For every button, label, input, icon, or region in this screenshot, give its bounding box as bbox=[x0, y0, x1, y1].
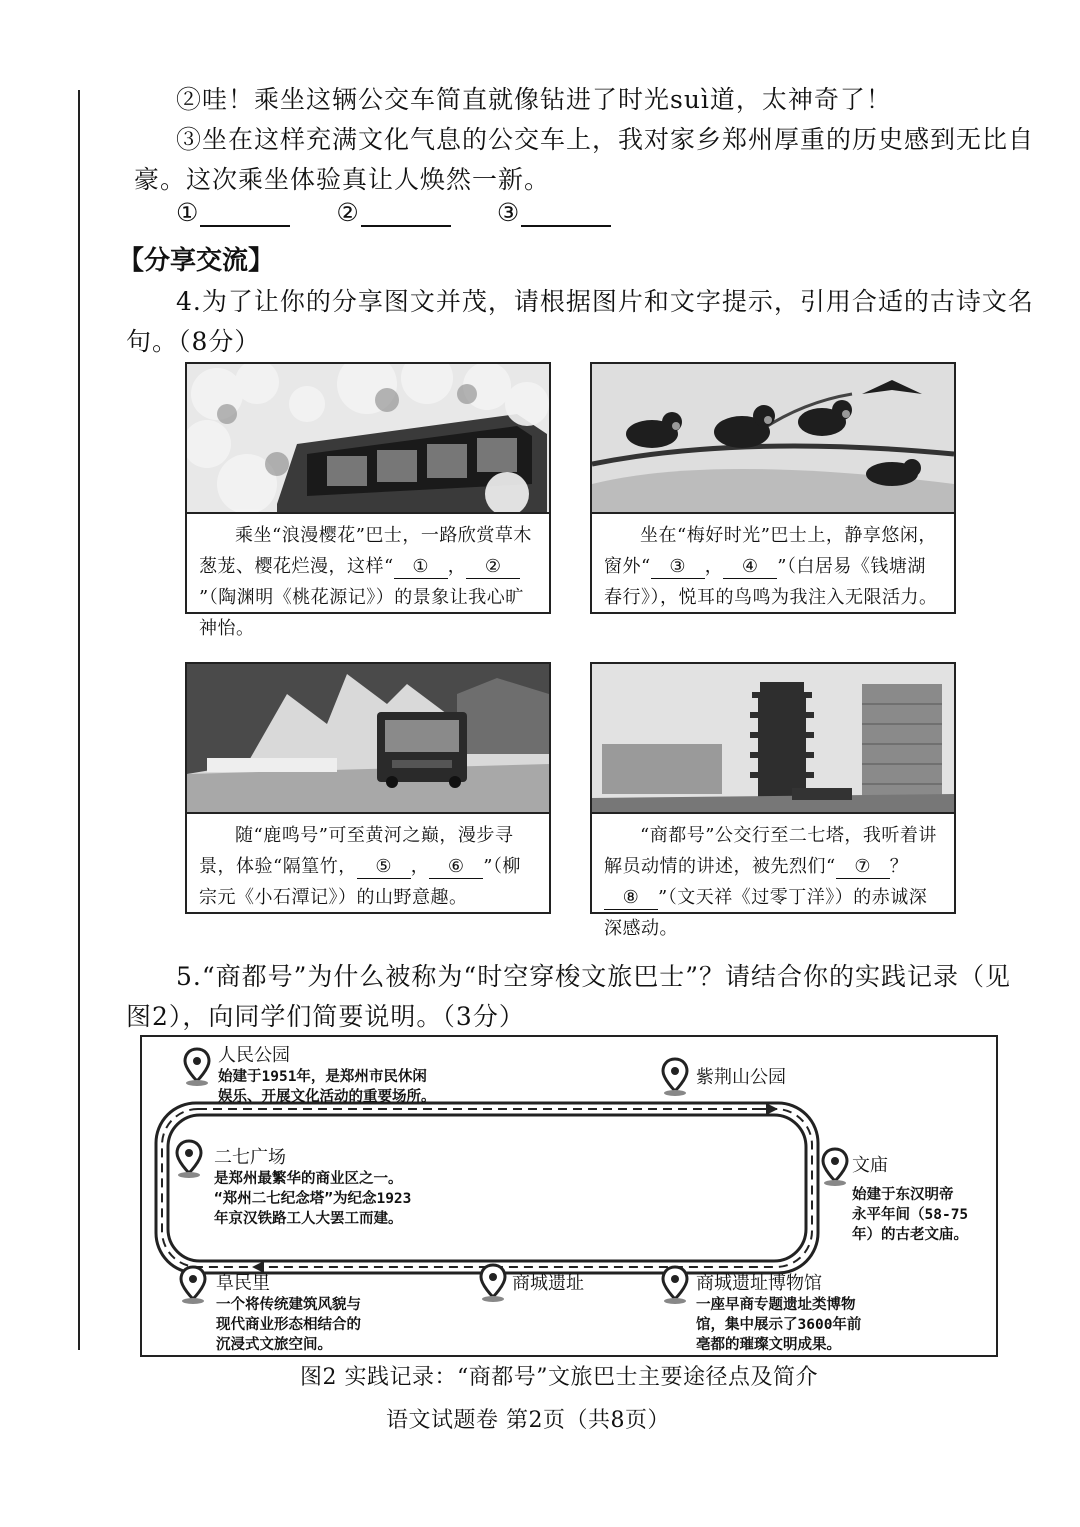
question-4-line2: 句。（8分） bbox=[126, 327, 261, 356]
stop-zijingshan-park: 紫荆山公园 bbox=[696, 1067, 786, 1088]
stop-renmin-park: 人民公园 始建于1951年，是郑州市民休闲 娱乐、开展文化活动的重要场所。 bbox=[218, 1045, 436, 1105]
blank-8[interactable]: ⑧ bbox=[604, 887, 658, 910]
card-cherry-bus bbox=[185, 362, 551, 639]
card-swallow-bus bbox=[590, 362, 956, 614]
stop-wenmiao: 文庙 bbox=[852, 1155, 888, 1176]
card-cherry-caption: 乘坐“浪漫樱花”巴士，一路欣赏草木葱茏、樱花烂漫，这样“ ① ， ②”（陶渊明《桃花源记》）的景象让我心旷神怡。 bbox=[199, 525, 532, 639]
blank-1[interactable]: ① bbox=[394, 556, 448, 579]
location-pin-icon bbox=[660, 1265, 690, 1305]
location-pin-icon bbox=[478, 1263, 508, 1303]
blank-3[interactable]: ③ bbox=[651, 556, 705, 579]
direction-arrow-right bbox=[766, 1103, 778, 1115]
page-footer: 语文试题卷 第2页（共8页） bbox=[386, 1408, 670, 1433]
figure-caption: 图2 实践记录：“商都号”文旅巴士主要途径点及简介 bbox=[300, 1365, 818, 1390]
stop-shangcheng-museum: 商城遗址博物馆 一座早商专题遗址类博物 馆，集中展示了3600年前 亳都的璀璨文明成果。 bbox=[696, 1273, 862, 1353]
blank-5[interactable]: ⑤ bbox=[357, 856, 411, 879]
blank-2[interactable]: ② bbox=[466, 556, 520, 579]
answer-blanks bbox=[176, 198, 611, 227]
section-title: 【分享交流】 bbox=[118, 246, 275, 276]
card-shangdu-caption: “商都号”公交行至二七塔，我听着讲解员动情的讲述，被先烈们“ ⑦ ？⑧ ”（文天祥《过零丁洋》）的赤诚深深感动。 bbox=[604, 825, 937, 939]
blank-6[interactable]: ⑥ bbox=[429, 856, 483, 879]
question-4-line1: 4.为了让你的分享图文并茂，请根据图片和文字提示，引用合适的古诗文名 bbox=[176, 287, 1034, 316]
route-figure bbox=[140, 1035, 998, 1357]
card-luming-bus bbox=[185, 662, 551, 914]
stop-fuminli: 阜民里 一个将传统建筑风貌与 现代商业形态相结合的 沉浸式文旅空间。 bbox=[216, 1273, 361, 1353]
erqi-tower-photo bbox=[592, 664, 954, 814]
question-5-line2: 图2），向同学们简要说明。（3分） bbox=[126, 1002, 525, 1031]
mountain-bus-photo bbox=[187, 664, 549, 814]
stop-erqi-square: 二七广场 是郑州最繁华的商业区之一。 “郑州二七纪念塔”为纪念1923 年京汉铁路工人大罢工而建。 bbox=[214, 1147, 412, 1227]
binding-margin-line bbox=[78, 90, 80, 1350]
answer-blank-1[interactable]: ① bbox=[176, 198, 290, 227]
item-2-text: ②哇！乘坐这辆公交车简直就像钻进了时光suì道，太神奇了！ bbox=[176, 85, 892, 114]
question-5-line1: 5.“商都号”为什么被称为“时空穿梭文旅巴士”？请结合你的实践记录（见 bbox=[176, 962, 1011, 991]
item-3-text-line2: 豪。这次乘坐体验真让人焕然一新。 bbox=[134, 165, 551, 194]
card-shangdu-bus bbox=[590, 662, 956, 939]
card-swallow-caption: 坐在“梅好时光”巴士上，静享悠闲，窗外“ ③ ， ④ ”（白居易《钱塘湖春行》），悦耳的鸟鸣为我注入无限活力。 bbox=[604, 525, 938, 608]
location-pin-icon bbox=[178, 1265, 208, 1305]
location-pin-icon bbox=[820, 1147, 850, 1187]
card-luming-caption: 随“鹿鸣号”可至黄河之巅，漫步寻景，体验“隔篁竹， ⑤ ， ⑥ ”（柳宗元《小石潭记》）的山野意趣。 bbox=[199, 825, 521, 908]
item-3-text-line1: ③坐在这样充满文化气息的公交车上，我对家乡郑州厚重的历史感到无比自 bbox=[176, 125, 1035, 154]
blank-7[interactable]: ⑦ bbox=[836, 856, 890, 879]
cherry-blossom-bus-photo bbox=[187, 364, 549, 514]
location-pin-icon bbox=[182, 1047, 212, 1087]
stop-shangcheng-site: 商城遗址 bbox=[512, 1273, 584, 1294]
stop-wenmiao-desc: 始建于东汉明帝 永平年间（58-75 年）的古老文庙。 bbox=[852, 1187, 969, 1243]
blank-4[interactable]: ④ bbox=[723, 556, 777, 579]
location-pin-icon bbox=[660, 1057, 690, 1097]
answer-blank-3[interactable]: ③ bbox=[497, 198, 611, 227]
location-pin-icon bbox=[174, 1139, 204, 1179]
answer-blank-2[interactable]: ② bbox=[336, 198, 450, 227]
swallows-on-branch-photo bbox=[592, 364, 954, 514]
